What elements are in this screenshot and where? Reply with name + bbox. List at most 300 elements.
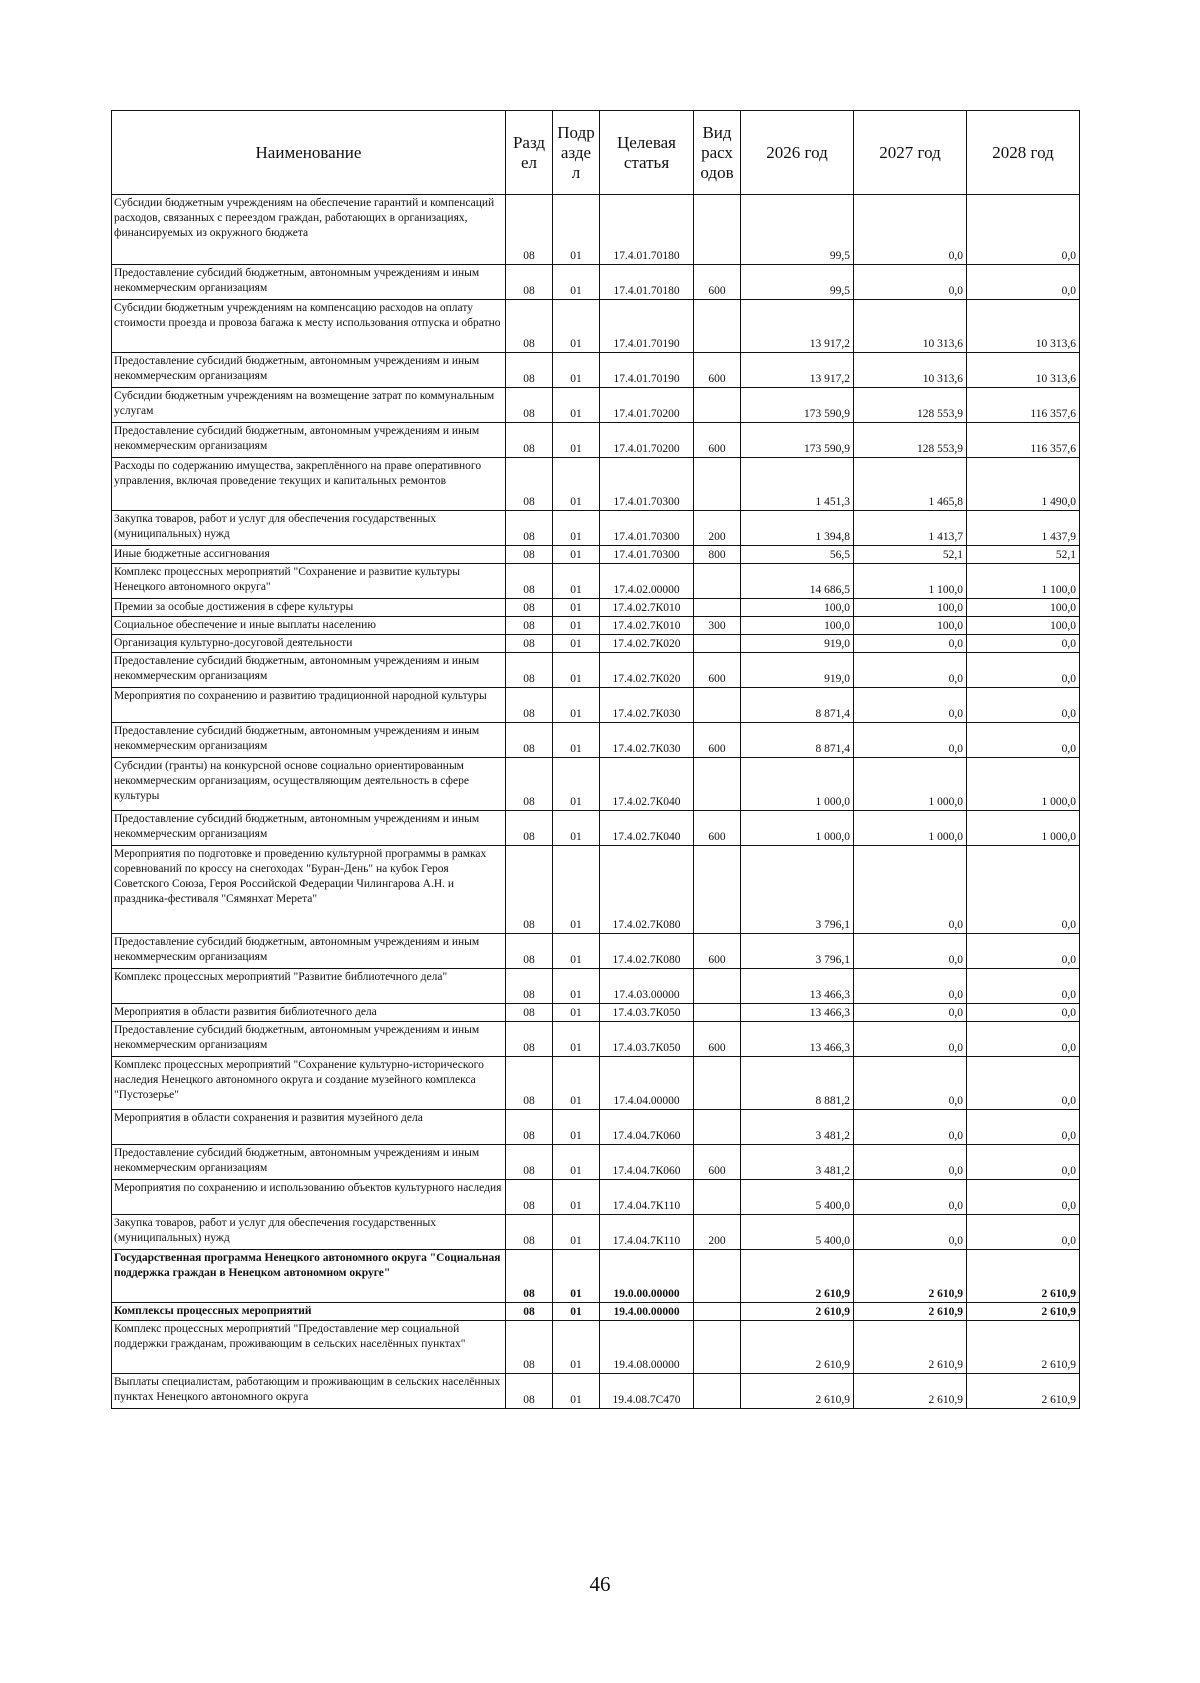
row-subsection: 01 [553,511,600,546]
row-section: 08 [506,1110,553,1145]
row-value-2027: 2 610,9 [854,1321,967,1374]
table-row [112,1250,1080,1303]
row-name: Мероприятия по сохранению и использованию объектов культурного наследия [112,1180,506,1215]
row-value-2028: 0,0 [967,1215,1080,1250]
row-expense-type [694,458,741,511]
row-name: Предоставление субсидий бюджетным, автономным учреждениям и иным некоммерческим организациям [112,353,506,388]
row-target: 17.4.02.7К020 [600,635,694,653]
row-section: 08 [506,511,553,546]
row-value-2027: 128 553,9 [854,423,967,458]
row-expense-type [694,1004,741,1022]
row-value-2026: 2 610,9 [741,1321,854,1374]
row-value-2028: 0,0 [967,195,1080,265]
row-value-2026: 1 000,0 [741,758,854,811]
row-subsection: 01 [553,265,600,300]
row-section: 08 [506,458,553,511]
row-name: Предоставление субсидий бюджетным, автономным учреждениям и иным некоммерческим организациям [112,423,506,458]
row-expense-type: 600 [694,265,741,300]
row-target: 17.4.02.00000 [600,564,694,599]
row-name: Закупка товаров, работ и услуг для обеспечения государственных (муниципальных) нужд [112,1215,506,1250]
row-value-2026: 5 400,0 [741,1180,854,1215]
row-section: 08 [506,1303,553,1321]
row-section: 08 [506,388,553,423]
table-row [112,599,1080,617]
row-section: 08 [506,423,553,458]
row-value-2026: 1 451,3 [741,458,854,511]
row-value-2027: 0,0 [854,969,967,1004]
row-name: Иные бюджетные ассигнования [112,546,506,564]
row-expense-type: 200 [694,1215,741,1250]
row-value-2027: 0,0 [854,1110,967,1145]
row-section: 08 [506,723,553,758]
row-value-2027: 1 000,0 [854,758,967,811]
table-row [112,1374,1080,1409]
row-value-2026: 3 796,1 [741,846,854,934]
row-section: 08 [506,546,553,564]
row-value-2026: 2 610,9 [741,1303,854,1321]
table-row [112,969,1080,1004]
row-value-2027: 10 313,6 [854,353,967,388]
row-target: 17.4.02.7К040 [600,811,694,846]
row-target: 17.4.02.7К030 [600,723,694,758]
row-value-2026: 100,0 [741,599,854,617]
row-value-2027: 0,0 [854,1180,967,1215]
row-section: 08 [506,353,553,388]
row-value-2028: 1 100,0 [967,564,1080,599]
row-value-2026: 100,0 [741,617,854,635]
row-subsection: 01 [553,300,600,353]
row-section: 08 [506,1180,553,1215]
table-row [112,1303,1080,1321]
row-expense-type [694,564,741,599]
row-value-2028: 100,0 [967,599,1080,617]
row-value-2028: 1 000,0 [967,811,1080,846]
row-section: 08 [506,688,553,723]
row-value-2027: 100,0 [854,617,967,635]
row-expense-type [694,300,741,353]
row-name: Государственная программа Ненецкого автономного округа "Социальная поддержка граждан в Ненецком автономном округе" [112,1250,506,1303]
row-value-2026: 2 610,9 [741,1250,854,1303]
row-name: Организация культурно-досуговой деятельности [112,635,506,653]
row-subsection: 01 [553,1180,600,1215]
row-subsection: 01 [553,617,600,635]
table-row [112,353,1080,388]
row-name: Социальное обеспечение и иные выплаты населению [112,617,506,635]
row-value-2026: 3 481,2 [741,1110,854,1145]
row-value-2028: 2 610,9 [967,1250,1080,1303]
row-value-2026: 13 466,3 [741,969,854,1004]
row-value-2028: 0,0 [967,635,1080,653]
row-subsection: 01 [553,546,600,564]
row-value-2026: 8 881,2 [741,1057,854,1110]
table-row [112,688,1080,723]
row-value-2028: 0,0 [967,934,1080,969]
table-row [112,934,1080,969]
row-name: Мероприятия по подготовке и проведению культурной программы в рамках соревнований по кроссу на снегоходах "Буран-День" на кубок Героя Советского Союза, Героя Российской Федерации Чилингарова А.Н. и праздника-фестиваля "Сямянхат Мерета" [112,846,506,934]
header-name: Наименование [112,111,506,195]
row-value-2026: 99,5 [741,195,854,265]
row-value-2028: 0,0 [967,846,1080,934]
row-section: 08 [506,1004,553,1022]
row-value-2027: 0,0 [854,723,967,758]
row-value-2027: 52,1 [854,546,967,564]
budget-table [111,110,1080,1409]
row-target: 17.4.04.7К060 [600,1110,694,1145]
table-row [112,195,1080,265]
row-name: Расходы по содержанию имущества, закреплённого на праве оперативного управления, включая проведение текущих и капитальных ремонтов [112,458,506,511]
row-subsection: 01 [553,599,600,617]
row-value-2028: 1 000,0 [967,758,1080,811]
row-value-2028: 1 437,9 [967,511,1080,546]
table-row [112,635,1080,653]
row-name: Комплекс процессных мероприятий "Предоставление мер социальной поддержки гражданам, проживающим в сельских населённых пунктах" [112,1321,506,1374]
table-row [112,265,1080,300]
header-2026: 2026 год [741,111,854,195]
row-target: 17.4.02.7К080 [600,934,694,969]
row-subsection: 01 [553,1004,600,1022]
row-value-2026: 2 610,9 [741,1374,854,1409]
row-expense-type: 600 [694,1145,741,1180]
row-section: 08 [506,617,553,635]
row-name: Комплекс процессных мероприятий "Развитие библиотечного дела" [112,969,506,1004]
row-value-2028: 1 490,0 [967,458,1080,511]
table-row [112,388,1080,423]
row-target: 17.4.01.70300 [600,546,694,564]
row-subsection: 01 [553,688,600,723]
row-value-2028: 116 357,6 [967,388,1080,423]
row-value-2026: 173 590,9 [741,388,854,423]
row-expense-type [694,969,741,1004]
row-target: 17.4.02.7К080 [600,846,694,934]
table-row [112,846,1080,934]
row-section: 08 [506,195,553,265]
table-row [112,511,1080,546]
row-expense-type: 600 [694,1022,741,1057]
row-name: Предоставление субсидий бюджетным, автономным учреждениям и иным некоммерческим организациям [112,811,506,846]
row-value-2027: 0,0 [854,846,967,934]
row-target: 17.4.03.7К050 [600,1022,694,1057]
row-subsection: 01 [553,811,600,846]
row-value-2026: 8 871,4 [741,723,854,758]
row-subsection: 01 [553,1321,600,1374]
row-expense-type: 200 [694,511,741,546]
row-name: Выплаты специалистам, работающим и проживающим в сельских населённых пунктах Ненецкого автономного округа [112,1374,506,1409]
table-row [112,723,1080,758]
table-row [112,653,1080,688]
row-name: Комплекс процессных мероприятий "Сохранение культурно-исторического наследия Ненецкого автономного округа и создание музейного комплекса "Пустозерье" [112,1057,506,1110]
row-name: Комплексы процессных мероприятий [112,1303,506,1321]
row-value-2027: 1 465,8 [854,458,967,511]
row-target: 17.4.02.7К010 [600,599,694,617]
row-target: 17.4.04.7К060 [600,1145,694,1180]
row-expense-type [694,635,741,653]
row-expense-type: 600 [694,423,741,458]
row-value-2028: 0,0 [967,1004,1080,1022]
row-value-2027: 1 413,7 [854,511,967,546]
row-value-2027: 0,0 [854,195,967,265]
row-section: 08 [506,758,553,811]
row-subsection: 01 [553,458,600,511]
row-target: 17.4.01.70190 [600,300,694,353]
row-subsection: 01 [553,564,600,599]
row-value-2027: 0,0 [854,1022,967,1057]
row-value-2026: 13 917,2 [741,353,854,388]
row-section: 08 [506,653,553,688]
row-value-2028: 0,0 [967,1110,1080,1145]
row-target: 17.4.02.7К030 [600,688,694,723]
row-section: 08 [506,1215,553,1250]
row-value-2026: 3 796,1 [741,934,854,969]
table-row [112,1004,1080,1022]
row-value-2028: 52,1 [967,546,1080,564]
row-name: Предоставление субсидий бюджетным, автономным учреждениям и иным некоммерческим организациям [112,723,506,758]
row-section: 08 [506,599,553,617]
table-row [112,300,1080,353]
row-value-2027: 1 000,0 [854,811,967,846]
row-target: 17.4.01.70300 [600,458,694,511]
row-target: 17.4.01.70190 [600,353,694,388]
row-subsection: 01 [553,653,600,688]
row-value-2027: 128 553,9 [854,388,967,423]
row-subsection: 01 [553,1215,600,1250]
table-row [112,617,1080,635]
row-expense-type: 300 [694,617,741,635]
row-value-2027: 0,0 [854,1004,967,1022]
row-expense-type [694,388,741,423]
row-name: Предоставление субсидий бюджетным, автономным учреждениям и иным некоммерческим организациям [112,1022,506,1057]
row-section: 08 [506,265,553,300]
row-section: 08 [506,300,553,353]
row-target: 17.4.01.70180 [600,195,694,265]
row-expense-type [694,846,741,934]
row-value-2028: 0,0 [967,1180,1080,1215]
row-subsection: 01 [553,423,600,458]
row-target: 17.4.02.7К010 [600,617,694,635]
row-value-2027: 2 610,9 [854,1303,967,1321]
header-2027: 2027 год [854,111,967,195]
row-value-2026: 13 917,2 [741,300,854,353]
row-section: 08 [506,1022,553,1057]
row-subsection: 01 [553,1022,600,1057]
row-section: 08 [506,1374,553,1409]
row-value-2027: 0,0 [854,1145,967,1180]
row-value-2027: 0,0 [854,1215,967,1250]
row-name: Предоставление субсидий бюджетным, автономным учреждениям и иным некоммерческим организациям [112,653,506,688]
row-target: 17.4.04.7К110 [600,1215,694,1250]
table-row [112,758,1080,811]
row-value-2026: 5 400,0 [741,1215,854,1250]
row-section: 08 [506,635,553,653]
row-value-2026: 13 466,3 [741,1022,854,1057]
row-value-2027: 0,0 [854,934,967,969]
row-value-2027: 0,0 [854,635,967,653]
row-expense-type [694,1303,741,1321]
row-section: 08 [506,934,553,969]
row-value-2026: 13 466,3 [741,1004,854,1022]
row-subsection: 01 [553,969,600,1004]
row-subsection: 01 [553,1110,600,1145]
row-value-2027: 0,0 [854,688,967,723]
header-subsection: Подр азде л [553,111,600,195]
row-value-2028: 2 610,9 [967,1303,1080,1321]
row-value-2028: 0,0 [967,969,1080,1004]
row-value-2027: 0,0 [854,265,967,300]
page-number: 46 [589,1572,611,1596]
row-subsection: 01 [553,388,600,423]
row-target: 17.4.04.00000 [600,1057,694,1110]
row-value-2026: 919,0 [741,653,854,688]
row-expense-type [694,599,741,617]
row-name: Субсидии бюджетным учреждениям на возмещение затрат по коммунальным услугам [112,388,506,423]
row-subsection: 01 [553,1374,600,1409]
row-expense-type [694,1250,741,1303]
row-target: 19.4.00.00000 [600,1303,694,1321]
row-value-2027: 0,0 [854,653,967,688]
header-target: Целевая статья [600,111,694,195]
row-value-2028: 0,0 [967,265,1080,300]
header-row [112,111,1080,195]
table-row [112,546,1080,564]
table-row [112,423,1080,458]
table-row [112,811,1080,846]
row-subsection: 01 [553,846,600,934]
row-expense-type [694,1374,741,1409]
row-name: Закупка товаров, работ и услуг для обеспечения государственных (муниципальных) нужд [112,511,506,546]
row-name: Предоставление субсидий бюджетным, автономным учреждениям и иным некоммерческим организациям [112,265,506,300]
row-name: Премии за особые достижения в сфере культуры [112,599,506,617]
row-target: 17.4.01.70180 [600,265,694,300]
row-name: Предоставление субсидий бюджетным, автономным учреждениям и иным некоммерческим организациям [112,1145,506,1180]
row-value-2026: 173 590,9 [741,423,854,458]
row-value-2027: 0,0 [854,1057,967,1110]
row-target: 19.0.00.00000 [600,1250,694,1303]
row-expense-type: 600 [694,653,741,688]
row-name: Субсидии бюджетным учреждениям на компенсацию расходов на оплату стоимости проезда и провоза багажа к месту использования отпуска и обратно [112,300,506,353]
row-value-2026: 919,0 [741,635,854,653]
row-name: Комплекс процессных мероприятий "Сохранение и развитие культуры Ненецкого автономного округа" [112,564,506,599]
row-value-2026: 1 394,8 [741,511,854,546]
row-section: 08 [506,1145,553,1180]
row-value-2028: 100,0 [967,617,1080,635]
row-expense-type [694,195,741,265]
table-row [112,1110,1080,1145]
row-subsection: 01 [553,1145,600,1180]
row-value-2026: 14 686,5 [741,564,854,599]
row-subsection: 01 [553,635,600,653]
row-expense-type [694,1321,741,1374]
row-value-2026: 1 000,0 [741,811,854,846]
header-2028: 2028 год [967,111,1080,195]
row-name: Мероприятия по сохранению и развитию традиционной народной культуры [112,688,506,723]
row-subsection: 01 [553,195,600,265]
row-value-2028: 116 357,6 [967,423,1080,458]
row-subsection: 01 [553,1303,600,1321]
row-value-2027: 100,0 [854,599,967,617]
row-name: Субсидии бюджетным учреждениям на обеспечение гарантий и компенсаций расходов, связанных с переездом граждан, работающих в организациях, финансируемых из окружного бюджета [112,195,506,265]
row-value-2026: 99,5 [741,265,854,300]
row-value-2028: 2 610,9 [967,1374,1080,1409]
row-expense-type: 600 [694,811,741,846]
row-target: 19.4.08.7С470 [600,1374,694,1409]
row-value-2028: 0,0 [967,1022,1080,1057]
row-value-2026: 8 871,4 [741,688,854,723]
row-expense-type [694,688,741,723]
row-expense-type: 600 [694,353,741,388]
row-value-2026: 3 481,2 [741,1145,854,1180]
row-subsection: 01 [553,934,600,969]
row-expense-type [694,1180,741,1215]
row-subsection: 01 [553,1250,600,1303]
row-name: Мероприятия в области сохранения и развития музейного дела [112,1110,506,1145]
row-value-2027: 2 610,9 [854,1374,967,1409]
table-row [112,1321,1080,1374]
row-target: 17.4.02.7К040 [600,758,694,811]
row-value-2028: 0,0 [967,1057,1080,1110]
table-row [112,1022,1080,1057]
row-name: Предоставление субсидий бюджетным, автономным учреждениям и иным некоммерческим организациям [112,934,506,969]
row-value-2028: 10 313,6 [967,300,1080,353]
row-section: 08 [506,846,553,934]
row-expense-type: 800 [694,546,741,564]
row-value-2028: 0,0 [967,723,1080,758]
row-value-2028: 0,0 [967,653,1080,688]
table-body [112,195,1080,1409]
row-expense-type [694,1057,741,1110]
row-value-2027: 2 610,9 [854,1250,967,1303]
table-row [112,1057,1080,1110]
row-value-2028: 2 610,9 [967,1321,1080,1374]
row-subsection: 01 [553,1057,600,1110]
row-section: 08 [506,564,553,599]
row-value-2028: 0,0 [967,1145,1080,1180]
table-row [112,1180,1080,1215]
row-section: 08 [506,811,553,846]
row-expense-type [694,758,741,811]
table-row [112,1215,1080,1250]
row-section: 08 [506,969,553,1004]
row-section: 08 [506,1321,553,1374]
table-row [112,1145,1080,1180]
row-target: 19.4.08.00000 [600,1321,694,1374]
row-target: 17.4.01.70200 [600,423,694,458]
row-target: 17.4.02.7К020 [600,653,694,688]
row-expense-type [694,1110,741,1145]
row-target: 17.4.04.7К110 [600,1180,694,1215]
table-row [112,458,1080,511]
row-name: Субсидии (гранты) на конкурсной основе социально ориентированным некоммерческим организациям, осуществляющим деятельность в сфере культуры [112,758,506,811]
header-section: Разд ел [506,111,553,195]
row-value-2028: 10 313,6 [967,353,1080,388]
row-target: 17.4.01.70200 [600,388,694,423]
row-section: 08 [506,1250,553,1303]
row-subsection: 01 [553,353,600,388]
row-expense-type: 600 [694,723,741,758]
row-subsection: 01 [553,723,600,758]
row-expense-type: 600 [694,934,741,969]
row-subsection: 01 [553,758,600,811]
row-section: 08 [506,1057,553,1110]
row-target: 17.4.03.00000 [600,969,694,1004]
table-row [112,564,1080,599]
header-expense-type: Вид расх одов [694,111,741,195]
row-value-2028: 0,0 [967,688,1080,723]
row-target: 17.4.03.7К050 [600,1004,694,1022]
row-value-2026: 56,5 [741,546,854,564]
row-value-2027: 1 100,0 [854,564,967,599]
row-target: 17.4.01.70300 [600,511,694,546]
row-value-2027: 10 313,6 [854,300,967,353]
row-name: Мероприятия в области развития библиотечного дела [112,1004,506,1022]
